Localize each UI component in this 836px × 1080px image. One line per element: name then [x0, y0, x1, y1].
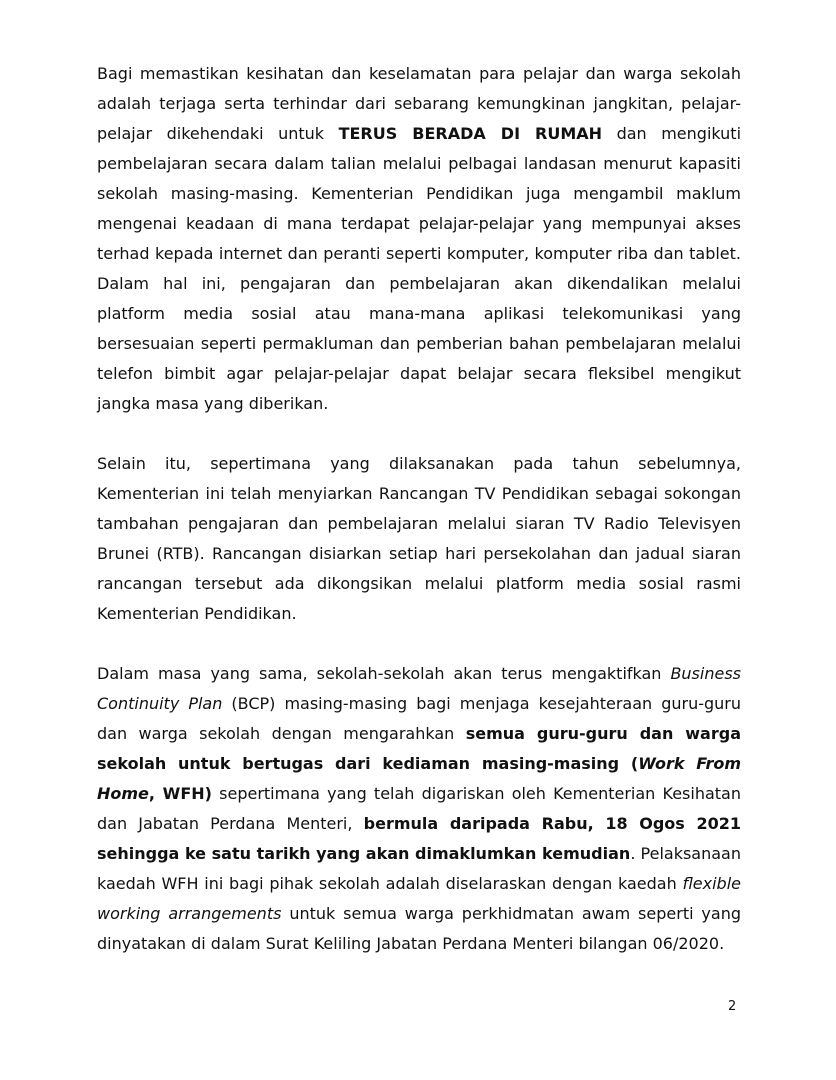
text-run: dan mengikuti pembelajaran secara dalam talian melalui pelbagai landasan menurut kapasiti sekolah masing-masing. Kementerian Pendidikan juga mengambil maklum mengenai keadaan di mana terdapat pelajar-pelajar yang mempunyai akses terhad kepada internet dan peranti seperti komputer, komputer riba dan tablet. Dalam hal ini, pengajaran dan pembelajaran akan dikendalikan melalui platform media sosial atau mana-mana aplikasi telekomunikasi yang bersesuaian seperti permakluman dan pemberian bahan pembelajaran melalui telefon bimbit agar pelajar-pelajar dapat belajar secara fleksibel mengikut jangka masa yang diberikan. — [97, 124, 742, 413]
text-run-bold: TERUS BERADA DI RUMAH — [338, 124, 603, 143]
paragraph-bcp-wfh — [97, 659, 741, 959]
paragraph-stay-home — [97, 59, 741, 419]
paragraph-tv-pendidikan — [97, 449, 741, 629]
text-run-italic: Business Continuity Plan — [97, 664, 741, 713]
text-run-bold-italic: Work From Home — [97, 754, 742, 803]
text-run: Bagi memastikan kesihatan dan keselamatan para pelajar dan warga sekolah adalah terjaga serta terhindar dari sebarang kemungkinan jangkitan, pelajar-pelajar dikehendaki untuk — [97, 64, 741, 143]
text-run: (BCP) masing-masing bagi menjaga kesejahteraan guru-guru dan warga sekolah dengan mengarahkan — [97, 694, 741, 743]
text-run: . Pelaksanaan kaedah WFH ini bagi pihak sekolah adalah diselaraskan dengan kaedah — [97, 844, 741, 893]
text-run-bold: semua guru-guru dan warga sekolah untuk bertugas dari kediaman masing-masing ( — [97, 724, 741, 773]
text-run: Selain itu, sepertimana yang dilaksanakan pada tahun sebelumnya, Kementerian ini telah menyiarkan Rancangan TV Pendidikan sebagai sokongan tambahan pengajaran dan pembelajaran melalui siaran TV Radio Televisyen Brunei (RTB). Rancangan disiarkan setiap hari persekolahan dan jadual siaran rancangan tersebut ada dikongsikan melalui platform media sosial rasmi Kementerian Pendidikan. — [97, 454, 741, 623]
text-run-bold: bermula daripada Rabu, 18 Ogos 2021 sehingga ke satu tarikh yang akan dimaklumkan kemudian — [97, 814, 741, 863]
text-run-bold: , WFH) — [148, 784, 212, 803]
text-run: Dalam masa yang sama, sekolah-sekolah akan terus mengaktifkan — [97, 664, 671, 683]
page-number: 2 — [728, 999, 737, 1014]
text-run-italic: flexible working arrangements — [97, 874, 741, 923]
text-run: sepertimana yang telah digariskan oleh Kementerian Kesihatan dan Jabatan Perdana Menteri, — [97, 784, 741, 833]
text-run: untuk semua warga perkhidmatan awam seperti yang dinyatakan di dalam Surat Keliling Jabatan Perdana Menteri bilangan 06/2020. — [97, 904, 741, 953]
document-body — [97, 59, 741, 959]
